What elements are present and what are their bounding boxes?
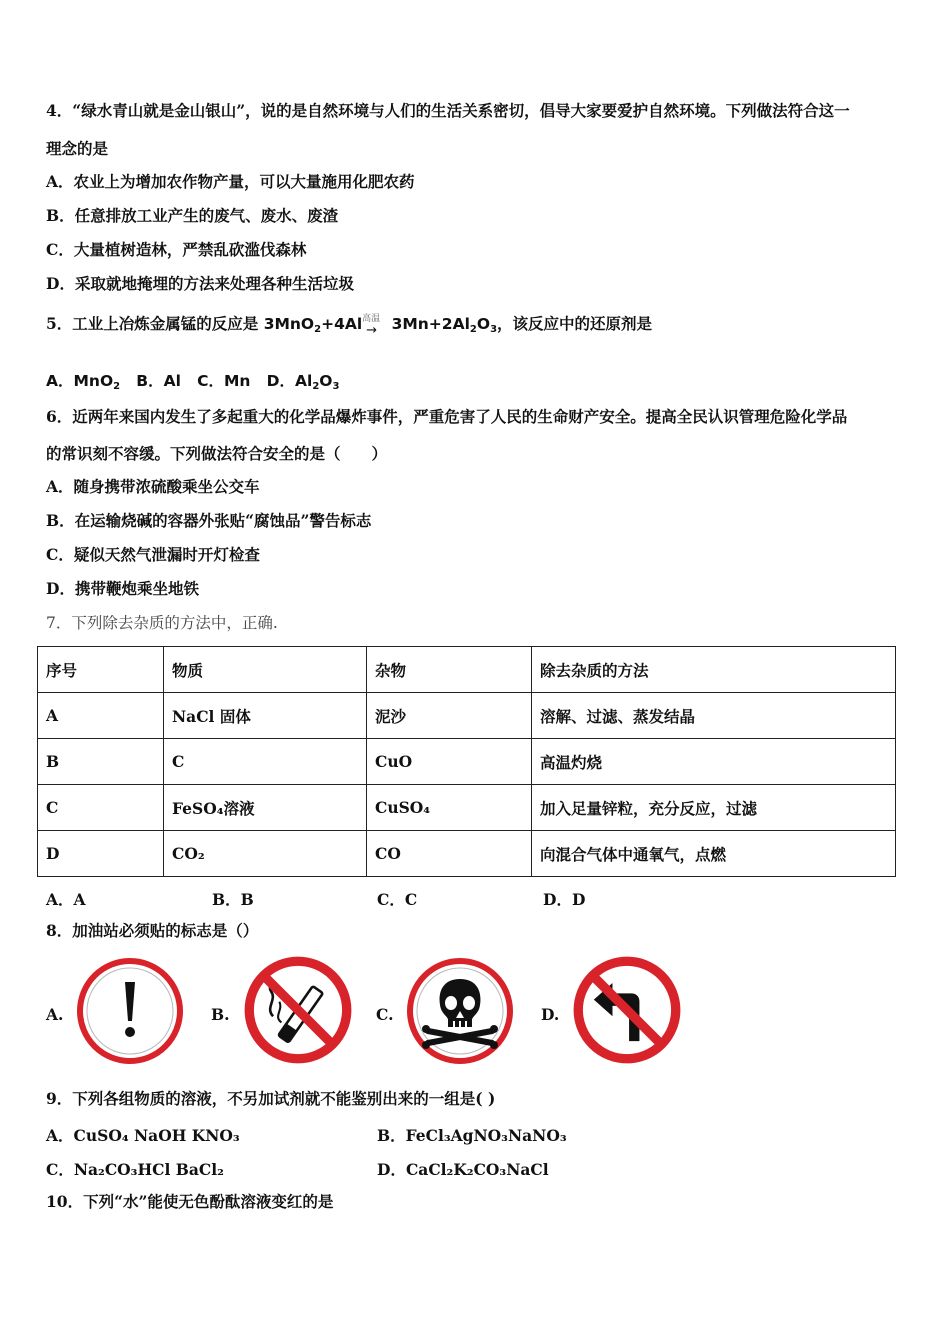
q6-option-c: C．疑似天然气泄漏时开灯检查 (46, 545, 260, 564)
reaction-arrow-icon: 高温 → (362, 313, 381, 338)
q6-option-a: A．随身携带浓硫酸乘坐公交车 (46, 477, 260, 496)
q4-option-a: A．农业上为增加农作物产量，可以大量施用化肥农药 (46, 172, 415, 191)
q8-label-c: C. (376, 1005, 394, 1024)
toxic-skull-icon (406, 957, 514, 1065)
q5-equation: 3MnO$_2$+4Al 高温 → $3Mn+2Al_2O_3$ (263, 313, 498, 338)
no-smoking-icon (242, 954, 354, 1066)
q8-label-a: A. (46, 1005, 64, 1024)
q4-option-b: B．任意排放工业产生的废气、废水、废渣 (46, 206, 339, 225)
q9-stem: 9．下列各组物质的溶液，不另加试剂就不能鉴别出来的一组是( ) (46, 1089, 496, 1108)
table-header-cell: 序号 (38, 647, 164, 693)
q9-option-b: B．FeCl₃AgNO₃NaNO₃ (377, 1126, 567, 1145)
table-cell: 加入足量锌粒，充分反应，过滤 (532, 785, 896, 831)
table-cell: B (38, 739, 164, 785)
table-row (38, 831, 896, 877)
table-row (38, 693, 896, 739)
q10-stem: 10．下列“水”能使无色酚酞溶液变红的是 (46, 1192, 334, 1211)
q7-stem: 7．下列除去杂质的方法中，正确. (46, 614, 278, 632)
table-header-cell: 除去杂质的方法 (532, 647, 896, 693)
exclamation-warning-icon (76, 957, 184, 1065)
q8-label-d: D. (541, 1005, 560, 1024)
q7-option-a: A．A (46, 890, 86, 909)
q8-label-b: B. (211, 1005, 230, 1024)
table-cell: FeSO₄溶液 (164, 785, 367, 831)
table-header-row (38, 647, 896, 693)
q4-option-c: C．大量植树造林，严禁乱砍滥伐森林 (46, 240, 307, 259)
q7-option-c: C．C (377, 890, 418, 909)
table-header-cell: 物质 (164, 647, 367, 693)
table-row (38, 785, 896, 831)
table-cell: 高温灼烧 (532, 739, 896, 785)
q5-stem-prefix: 5．工业上冶炼金属锰的反应是 (46, 314, 264, 333)
q9-option-c: C．Na₂CO₃HCl BaCl₂ (46, 1160, 224, 1179)
table-cell: CO (367, 831, 532, 877)
q7-option-d: D．D (543, 890, 586, 909)
q8-stem: 8．加油站必须贴的标志是（） (46, 921, 259, 940)
table-cell: A (38, 693, 164, 739)
q6-stem-line1: 6．近两年来国内发生了多起重大的化学品爆炸事件，严重危害了人民的生命财产安全。提高全民认识管理危险化学品 (46, 407, 848, 426)
q5-options: A．MnO$_2$ B．Al C．Mn D．$Al_2O_3$ (46, 372, 340, 392)
table-cell: D (38, 831, 164, 877)
table-header-cell: 杂物 (367, 647, 532, 693)
q6-option-d: D．携带鞭炮乘坐地铁 (46, 579, 199, 598)
q4-option-d: D．采取就地掩埋的方法来处理各种生活垃圾 (46, 274, 354, 293)
table-cell: 向混合气体中通氧气，点燃 (532, 831, 896, 877)
table-cell: NaCl 固体 (164, 693, 367, 739)
q6-stem-line2: 的常识刻不容缓。下列做法符合安全的是（ ） (46, 444, 388, 463)
q4-stem-line2: 理念的是 (46, 139, 109, 158)
table-cell: CuSO₄ (367, 785, 532, 831)
table-row (38, 739, 896, 785)
q5-stem-suffix: ，该反应中的还原剂是 (497, 314, 653, 333)
table-cell: CO₂ (164, 831, 367, 877)
table-cell: C (164, 739, 367, 785)
table-cell: 泥沙 (367, 693, 532, 739)
table-cell: 溶解、过滤、蒸发结晶 (532, 693, 896, 739)
q6-option-b: B．在运输烧碱的容器外张贴“腐蚀品”警告标志 (46, 511, 372, 530)
q7-table (37, 646, 896, 877)
table-cell: CuO (367, 739, 532, 785)
table-cell: C (38, 785, 164, 831)
q5-stem (46, 313, 653, 338)
q7-option-b: B．B (212, 890, 254, 909)
q4-stem-line1: 4．“绿水青山就是金山银山”，说的是自然环境与人们的生活关系密切，倡导大家要爱护自然环境。下列做法符合这一 (46, 101, 850, 120)
no-left-turn-icon (571, 954, 683, 1066)
q9-option-a: A．CuSO₄ NaOH KNO₃ (46, 1126, 240, 1145)
q9-option-d: D．CaCl₂K₂CO₃NaCl (377, 1160, 549, 1179)
